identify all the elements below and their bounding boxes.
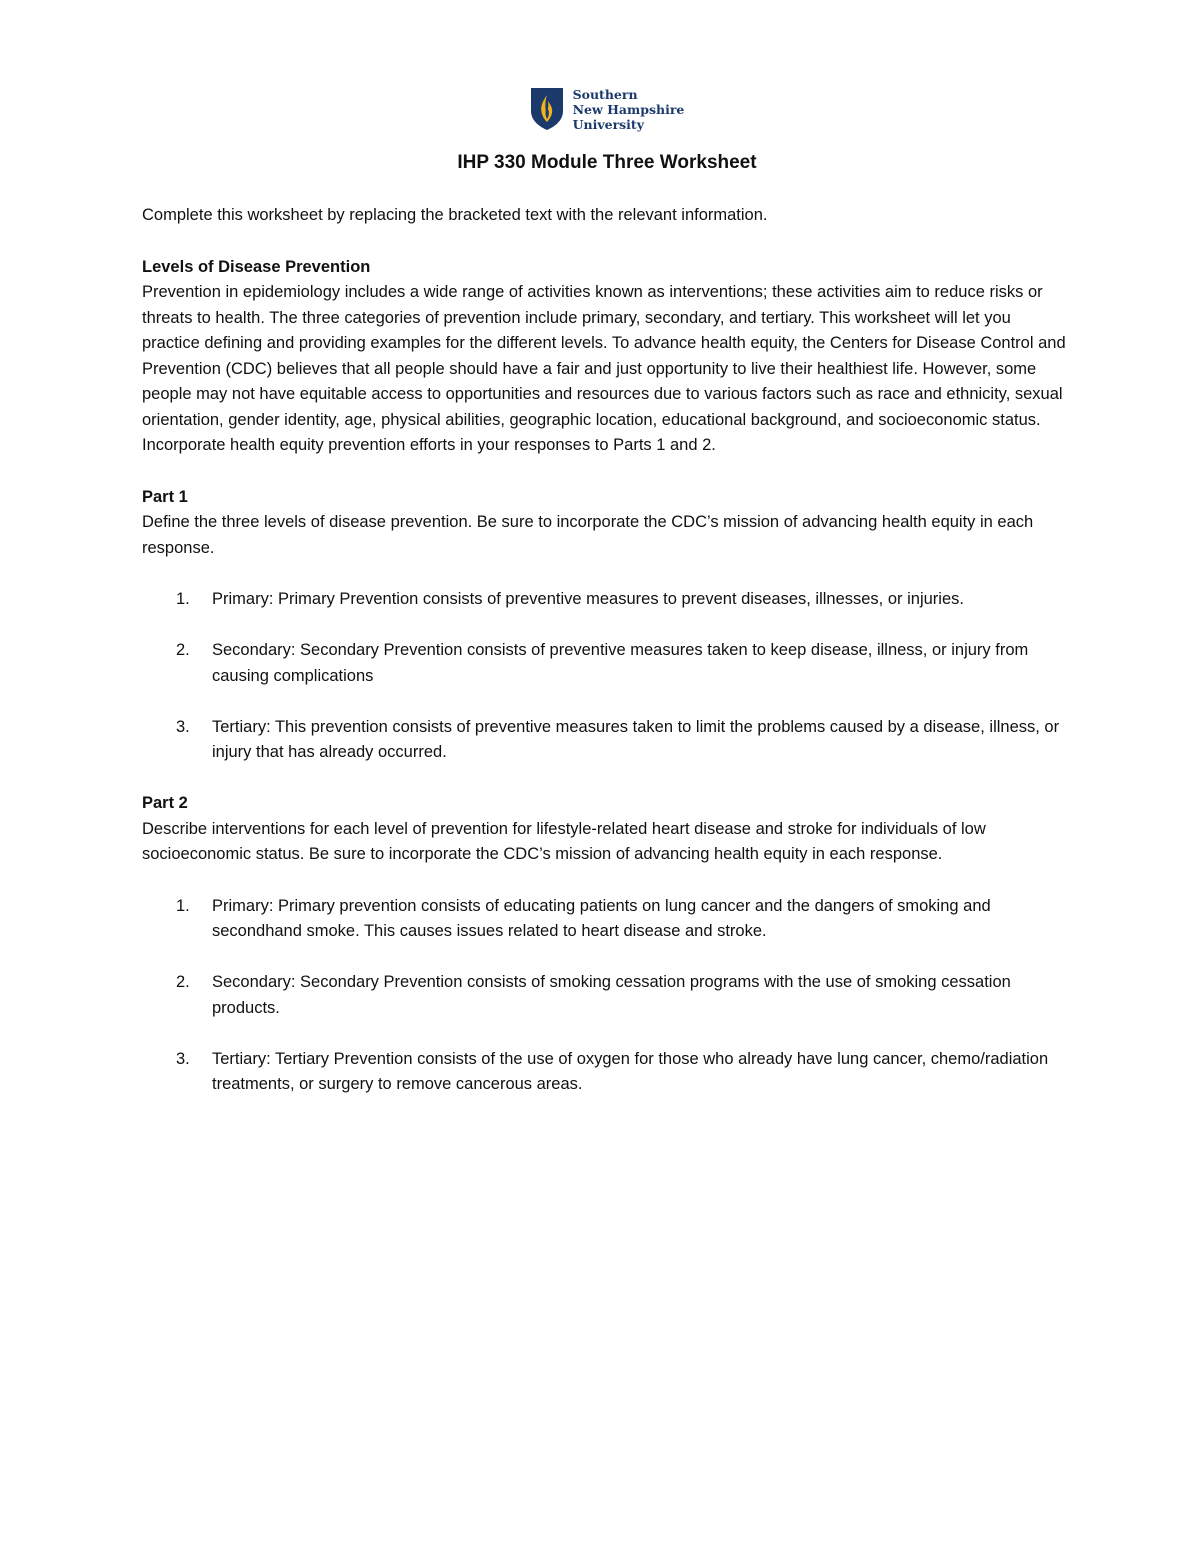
list-item-text: Tertiary: Tertiary Prevention consists of the use of oxygen for those who already have lung cancer, chemo/radiation treatments, or surgery to remove cancerous areas. — [212, 1049, 1049, 1093]
flame-shield-icon — [530, 87, 564, 131]
part1-heading: Part 1 — [142, 487, 188, 506]
list-item — [142, 587, 1072, 613]
part2-body: Describe interventions for each level of prevention for lifestyle-related heart disease and stroke for individuals of low socioeconomic status. Be sure to incorporate the CDC’s mission of advancing health equity in each response. — [142, 819, 986, 863]
list-item — [142, 1047, 1072, 1098]
page-title: IHP 330 Module Three Worksheet — [457, 152, 757, 173]
intro-body: Prevention in epidemiology includes a wide range of activities known as interventions; these activities aim to reduce risks or threats to health. The three categories of prevention include primary, secondary, and tertiary. This worksheet will let you practice defining and providing examples for the different levels. To advance health equity, the Centers for Disease Control and Prevention (CDC) believes that all people should have a fair and just opportunity to live their healthiest life. However, some people may not have equitable access to opportunities and resources due to various factors such as race and ethnicity, sexual orientation, gender identity, age, physical abilities, geographic location, educational background, and socioeconomic status. Incorporate health equity prevention efforts in your responses to Parts 1 and 2. — [142, 283, 1066, 454]
list-item-text: Tertiary: This prevention consists of preventive measures taken to limit the problems caused by a disease, illness, or injury that has already occurred. — [212, 717, 1060, 761]
logo-wordmark — [573, 87, 685, 132]
list-item-text: Secondary: Secondary Prevention consists of smoking cessation programs with the use of smoking cessation products. — [212, 973, 1011, 1017]
part1-list — [142, 587, 1072, 766]
list-item-text: Primary: Primary prevention consists of educating patients on lung cancer and the dangers of smoking and secondhand smoke. This causes issues related to heart disease and stroke. — [212, 896, 991, 940]
intro-heading: Levels of Disease Prevention — [142, 257, 371, 276]
part2-list — [142, 894, 1072, 1098]
list-item — [142, 894, 1072, 945]
university-logo — [142, 84, 1072, 134]
list-item-number: 2. — [176, 973, 190, 991]
list-item — [142, 970, 1072, 1021]
list-item — [142, 638, 1072, 689]
part1-body: Define the three levels of disease prevention. Be sure to incorporate the CDC’s mission of advancing health equity in each response. — [142, 513, 1034, 557]
list-item-text: Secondary: Secondary Prevention consists of preventive measures taken to keep disease, illness, or injury from causing complications — [212, 641, 1029, 685]
list-item-number: 1. — [176, 896, 190, 915]
logo-line-2: New Hampshire — [572, 101, 685, 117]
list-item-number: 3. — [176, 1049, 190, 1068]
list-item-number: 3. — [176, 717, 190, 736]
list-item-number: 2. — [176, 641, 190, 659]
part2-heading: Part 2 — [142, 794, 188, 812]
list-item-text: Primary: Primary Prevention consists of preventive measures to prevent diseases, illnesses, or injuries. — [212, 590, 964, 608]
list-item-number: 1. — [176, 590, 190, 608]
logo-line-3: University — [572, 116, 644, 132]
instructions-text: Complete this worksheet by replacing the bracketed text with the relevant information. — [142, 206, 768, 224]
list-item — [142, 715, 1072, 766]
document-page — [142, 84, 1072, 1123]
logo-line-1: Southern — [572, 86, 638, 102]
